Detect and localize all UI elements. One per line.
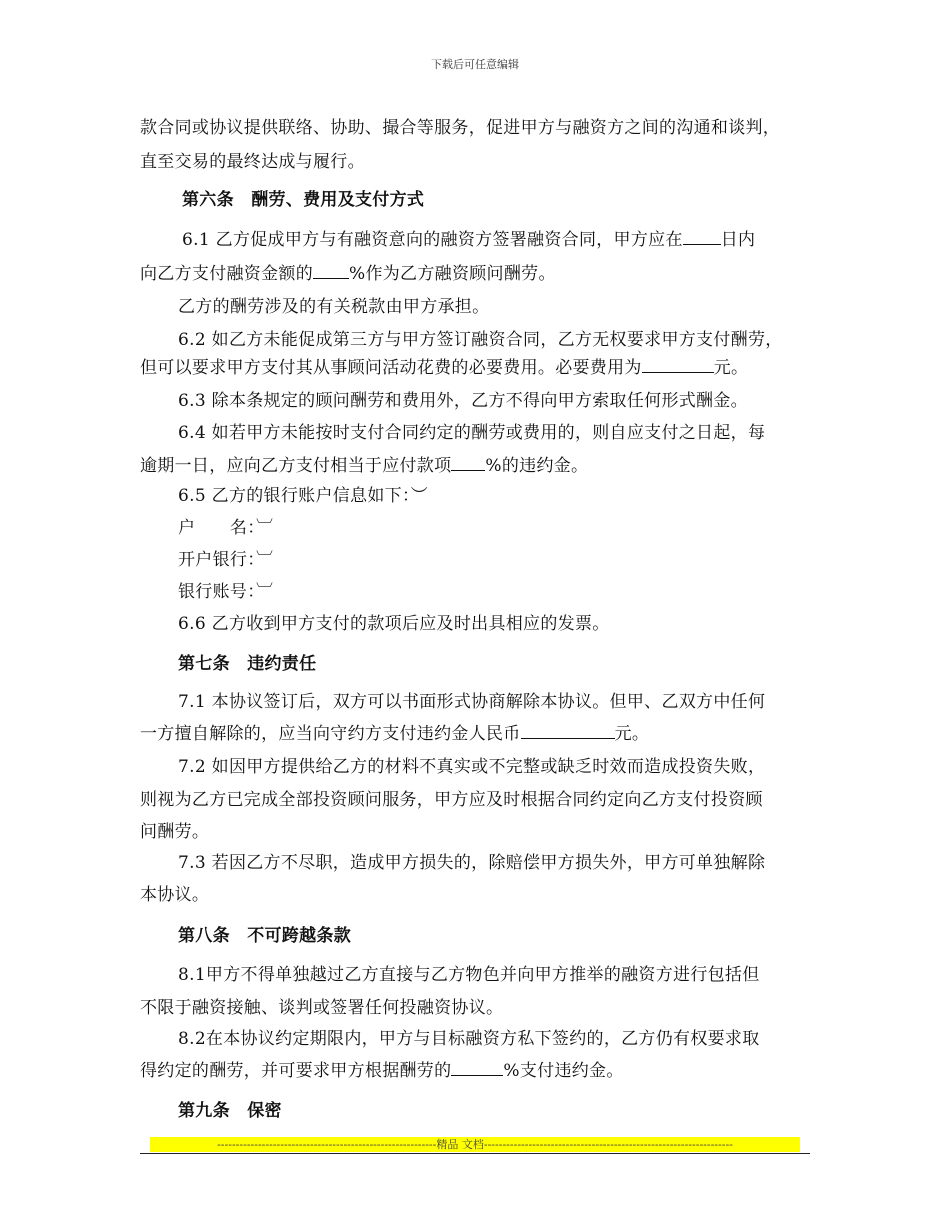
- blank-field: [451, 1058, 503, 1076]
- blank-field: [313, 261, 349, 279]
- clause-6-6: 6.6 乙方收到甲方支付的款项后应及时出具相应的发票。: [178, 614, 610, 634]
- clause-8-1-line-1: 8.1甲方不得单独越过乙方直接与乙方物色并向甲方推举的融资方进行包括但: [178, 965, 760, 985]
- account-number-field: 银行账号：︺: [178, 582, 274, 602]
- clause-6-1-line-1: 6.1 乙方促成甲方与有融资意向的融资方签署融资合同，甲方应在 日内: [182, 225, 755, 250]
- clause-7-3-line-1: 7.3 若因乙方不尽职，造成甲方损失的，除赔偿甲方损失外，甲方可单独解除: [178, 853, 766, 873]
- clause-6-1-line-2: 向乙方支付融资金额的 %作为乙方融资顾问酬劳。: [140, 259, 556, 284]
- footer-banner: -----------------------------------------------------------精品 文档-------------------------------------------------------------------: [150, 1137, 800, 1152]
- clause-6-4-line-2: 逾期一日，应向乙方支付相当于应付款项 %的违约金。: [140, 451, 588, 476]
- clause-8-1-line-2: 不限于融资接触、谈判或签署任何投融资协议。: [140, 998, 504, 1018]
- blank-field: [642, 355, 714, 373]
- blank-field: [451, 453, 485, 471]
- article-6-heading: 第六条 酬劳、费用及支付方式: [182, 190, 425, 210]
- article-9-heading: 第九条 保密: [178, 1101, 282, 1121]
- clause-6-5: 6.5 乙方的银行账户信息如下：︶: [178, 486, 429, 506]
- clause-7-1-line-1: 7.1 本协议签订后，双方可以书面形式协商解除本协议。但甲、乙双方中任何: [178, 692, 766, 712]
- paragraph-line: 款合同或协议提供联络、协助、撮合等服务，促进甲方与融资方之间的沟通和谈判，: [140, 118, 781, 138]
- clause-6-2-line-1: 6.2 如乙方未能促成第三方与甲方签订融资合同，乙方无权要求甲方支付酬劳，: [178, 330, 783, 350]
- clause-7-3-line-2: 本协议。: [140, 885, 210, 905]
- clause-6-4-line-1: 6.4 如若甲方未能按时支付合同约定的酬劳或费用的，则自应支付之日起，每: [178, 423, 766, 443]
- clause-7-2-line-2: 则视为乙方已完成全部投资顾问服务，甲方应及时根据合同约定向乙方支付投资顾: [140, 790, 763, 810]
- clause-7-1-line-2: 一方擅自解除的，应当向守约方支付违约金人民币 元。: [140, 719, 649, 744]
- page-header: 下载后可任意编辑: [431, 58, 519, 71]
- blank-field: [683, 227, 721, 245]
- bank-field: 开户银行：︺: [178, 550, 274, 570]
- clause-6-1-tax: 乙方的酬劳涉及的有关税款由甲方承担。: [178, 297, 490, 317]
- clause-8-2-line-1: 8.2在本协议约定期限内，甲方与目标融资方私下签约的，乙方仍有权要求取: [178, 1029, 760, 1049]
- blank-field: [521, 721, 615, 739]
- clause-7-2-line-1: 7.2 如因甲方提供给乙方的材料不真实或不完整或缺乏时效而造成投资失败，: [178, 757, 766, 777]
- footer-divider: [140, 1153, 810, 1154]
- account-name-field: 户 名：︺: [178, 518, 274, 538]
- clause-8-2-line-2: 得约定的酬劳，并可要求甲方根据酬劳的 %支付违约金。: [140, 1056, 624, 1081]
- clause-7-2-line-3: 问酬劳。: [140, 822, 210, 842]
- clause-6-3: 6.3 除本条规定的顾问酬劳和费用外，乙方不得向甲方索取任何形式酬金。: [178, 391, 748, 411]
- article-7-heading: 第七条 违约责任: [178, 654, 317, 674]
- paragraph-line: 直至交易的最终达成与履行。: [140, 152, 365, 172]
- article-8-heading: 第八条 不可跨越条款: [178, 926, 351, 946]
- clause-6-2-line-2: 但可以要求甲方支付其从事顾问活动花费的必要费用。必要费用为 元。: [140, 353, 748, 378]
